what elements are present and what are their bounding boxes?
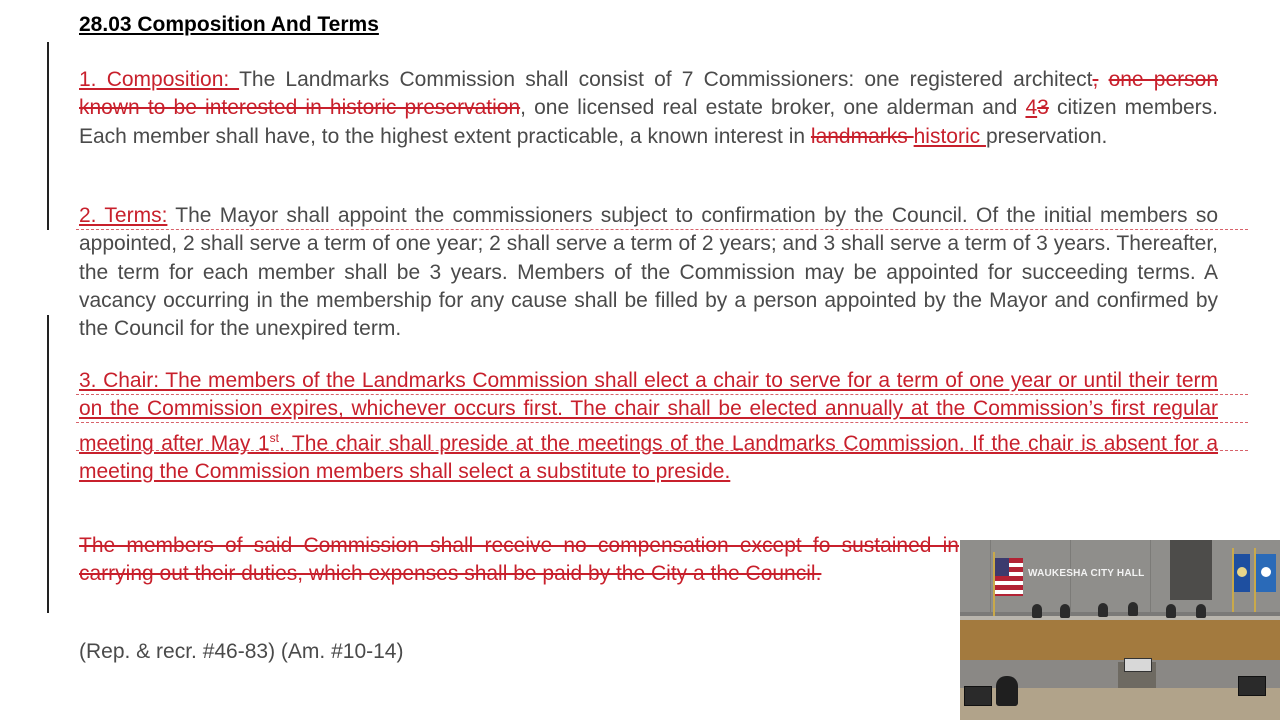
chair-text: . The chair shall preside at the meetings of the Landmarks Commission. If the chair is absent for a meeting the Commission members shall select a substitute to preside. — [79, 431, 1219, 483]
city-hall-sign: WAUKESHA CITY HALL — [1028, 568, 1145, 579]
change-bar — [47, 315, 49, 613]
meeting-video-feed[interactable] — [960, 540, 1280, 720]
city-flag-icon — [1252, 548, 1278, 612]
council-member — [1032, 604, 1042, 618]
paragraph-terms — [79, 202, 1218, 343]
council-member — [1060, 604, 1070, 618]
council-member — [1098, 603, 1108, 617]
monitor — [964, 686, 992, 706]
us-flag-icon — [990, 552, 1026, 618]
paragraph-composition — [79, 66, 1218, 151]
wall-seam — [1150, 540, 1151, 612]
inserted-word: historic — [913, 124, 986, 148]
council-member — [1196, 604, 1206, 618]
deleted-clause: one person known to be interested in historic preservation — [79, 68, 1218, 120]
terms-text: The Mayor shall appoint the commissioners subject to confirmation by the Council. Of the initial members so appointed, 2 shall serve a term of one year; 2 shall serve a term of 2 years; and 3 shall serve a term of 3 years. Thereafter, the term for each member shall be 3 years. Members of the Commission may be appointed for succeeding terms. A vacancy occurring in the membership for any cause shall be filled by a person appointed by the Mayor and confirmed by the Council for the unexpired term. — [79, 204, 1219, 341]
inserted-number: 4 — [1025, 96, 1038, 120]
seated-person — [996, 676, 1018, 706]
paragraph-compensation-deleted: The members of said Commission shall receive no compensation except fo sustained in carrying out their duties, which expenses shall be paid by the City a the Council. — [79, 534, 959, 586]
deleted-comma: , — [1092, 68, 1099, 91]
council-member — [1128, 602, 1138, 616]
track-change-line — [76, 394, 1248, 395]
deleted-number: 3 — [1037, 96, 1049, 120]
history-note: (Rep. & recr. #46-83) (Am. #10-14) — [79, 640, 404, 663]
wall-panel — [1170, 540, 1212, 600]
track-change-line — [76, 422, 1248, 423]
change-bar — [47, 42, 49, 230]
council-dais — [960, 620, 1280, 660]
monitor — [1238, 676, 1266, 696]
composition-label: 1. Composition: — [79, 68, 240, 91]
composition-text: , one licensed real estate broker, one alderman and — [520, 96, 1026, 120]
terms-label: 2. Terms: — [79, 204, 168, 227]
council-member — [1166, 604, 1176, 618]
composition-text: citizen members. Each member shall have, to the highest extent practicable, a known interest in — [79, 96, 1219, 148]
podium-screen — [1124, 658, 1152, 672]
composition-text: The Landmarks Commission shall consist of 7 Commissioners: one registered architect — [239, 68, 1093, 91]
wisconsin-flag-icon — [1230, 548, 1252, 612]
track-change-line — [76, 229, 1248, 230]
chair-text: 3. Chair: The members of the Landmarks Commission shall elect a chair to serve for a term of one year or until their term on the Commission expires, whichever occurs first. The chair shall be elected annually at the Commission’s first regular meeting after May 1 — [79, 369, 1218, 455]
superscript-st: st — [269, 430, 279, 445]
composition-text: preservation. — [985, 124, 1108, 148]
track-change-line — [76, 450, 1248, 451]
paragraph-chair — [79, 367, 1218, 486]
deleted-word: landmarks — [810, 124, 914, 148]
section-heading: 28.03 Composition And Terms — [79, 13, 379, 36]
